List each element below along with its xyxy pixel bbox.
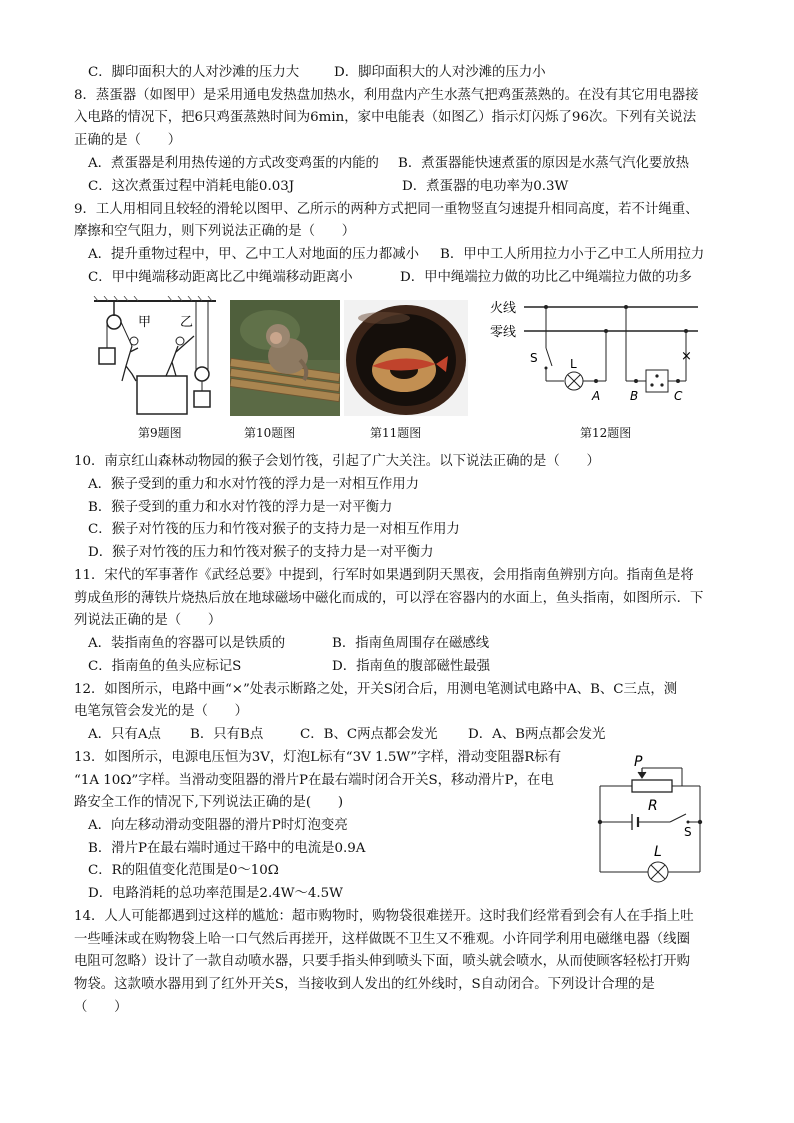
q12-option-a: A．只有A点 <box>88 727 161 742</box>
q10-stem: 10．南京红山森林动物园的猴子会划竹筏，引起了广大关注。以下说法正确的是（ ） <box>74 454 600 469</box>
q11-option-a: A．装指南鱼的容器可以是铁质的 <box>88 636 286 651</box>
q14-stem-line4: 物袋。这款喷水器用到了红外开关S，当接收到人发出的红外线时，S自动闭合。下列设计合理的是 <box>74 977 655 992</box>
q13-option-d: D．电路消耗的总功率范围是2.4W～4.5W <box>88 886 343 901</box>
q11-option-d: D．指南鱼的腹部磁性最强 <box>332 659 491 674</box>
fig12-point-c: C <box>674 389 683 403</box>
q8-option-a: A．煮蛋器是利用热传递的方式改变鸡蛋的内能的 <box>88 156 379 171</box>
q8-stem-line2: 入电路的情况下，把6只鸡蛋蒸熟时间为6min，家中电能表（如图乙）指示灯闪烁了96次。下列有关说法 <box>74 110 697 125</box>
q11-stem-line1: 11．宋代的军事著作《武经总要》中提到，行军时如果遇到阴天黑夜，会用指南鱼辨别方向。指南鱼是将 <box>74 568 694 583</box>
q9-option-a: A．提升重物过程中，甲、乙中工人对地面的压力都减小 <box>88 247 420 262</box>
q10-option-a: A．猴子受到的重力和水对竹筏的浮力是一对相互作用力 <box>88 477 420 492</box>
q13-stem-line3: 路安全工作的情况下,下列说法正确的是( ) <box>74 795 344 810</box>
q12-option-d: D．A、B两点都会发光 <box>468 727 606 742</box>
q8-stem-line1: 8．蒸蛋器（如图甲）是采用通电发热盘加热水，利用盘内产生水蒸气把鸡蛋蒸熟的。在没有其它用电器接 <box>74 88 699 103</box>
q7-option-c: C．脚印面积大的人对沙滩的压力大 <box>88 65 300 80</box>
fig9-caption: 第9题图 <box>138 426 182 440</box>
q13-option-b: B．滑片P在最右端时通过干路中的电流是0.9A <box>88 841 366 856</box>
compass-fish-photo <box>344 300 468 416</box>
q11-stem-line2: 剪成鱼形的薄铁片烧热后放在地球磁场中磁化而成的，可以浮在容器内的水面上，鱼头指南，如图所示．下 <box>74 591 704 606</box>
q13-stem-line2: “1A 10Ω”字样。当滑动变阻器的滑片P在最右端时闭合开关S，移动滑片P，在电 <box>74 773 554 788</box>
fig13-switch-label: S <box>684 825 692 839</box>
q8-option-d: D．煮蛋器的电功率为0.3W <box>402 179 569 194</box>
q9-stem-line2: 摩擦和空气阻力，则下列说法正确的是（ ） <box>74 224 356 239</box>
fig12-live-label: 火线 <box>490 301 517 316</box>
q9-option-c: C．甲中绳端移动距离比乙中绳端移动距离小 <box>88 270 353 285</box>
fig13-lamp-label: L <box>654 844 662 860</box>
q12-option-b: B．只有B点 <box>190 727 264 742</box>
q10-option-c: C．猴子对竹筏的压力和竹筏对猴子的支持力是一对相互作用力 <box>88 522 460 537</box>
q14-stem-line2: 一些唾沫或在购物袋上哈一口气然后再搓开，这样做既不卫生又不雅观。小许同学利用电磁继电器（线圈 <box>74 932 690 947</box>
q14-stem-line5: （ ） <box>74 1000 128 1015</box>
fig12-lamp-label: L <box>570 357 577 371</box>
q14-stem-line3: 电阻可忽略）设计了一款自动喷水器，只要手指头伸到喷头下面，喷头就会喷水，从而使顾客轻松打开购 <box>74 954 690 969</box>
fig10-caption: 第10题图 <box>244 426 296 440</box>
fig12-point-a: A <box>592 389 601 403</box>
q12-stem-line1: 12．如图所示，电路中画“×”处表示断路之处，开关S闭合后，用测电笔测试电路中A、B、C三点，测 <box>74 682 678 697</box>
q9-stem-line1: 9．工人用相同且较轻的滑轮以图甲、乙所示的两种方式把同一重物竖直匀速提升相同高度，若不计绳重、 <box>74 202 699 217</box>
q13-option-a: A．向左移动滑动变阻器的滑片P时灯泡变亮 <box>88 818 348 833</box>
rheostat-circuit-diagram <box>592 752 708 890</box>
fig13-resistor-label: R <box>648 798 658 814</box>
monkey-raft-photo <box>230 300 340 416</box>
q8-stem-line3: 正确的是（ ） <box>74 133 182 148</box>
fig12-neutral-label: 零线 <box>490 325 517 340</box>
fig12-switch-label: S <box>530 351 538 365</box>
q10-option-b: B．猴子受到的重力和水对竹筏的浮力是一对平衡力 <box>88 500 393 515</box>
fig13-slider-label: P <box>634 754 643 770</box>
fig12-break-mark: × <box>681 349 692 364</box>
q10-option-d: D．猴子对竹筏的压力和竹筏对猴子的支持力是一对平衡力 <box>88 545 434 560</box>
q11-option-c: C．指南鱼的鱼头应标记S <box>88 659 242 674</box>
fig9-label-yi: 乙 <box>180 315 194 330</box>
q9-option-d: D．甲中绳端拉力做的功比乙中绳端拉力做的功多 <box>400 270 692 285</box>
q9-option-b: B．甲中工人所用拉力小于乙中工人所用拉力 <box>440 247 705 262</box>
pulley-figure <box>92 296 218 416</box>
fig12-caption: 第12题图 <box>580 426 632 440</box>
q12-option-c: C．B、C两点都会发光 <box>300 727 438 742</box>
q13-stem-line1: 13．如图所示，电源电压恒为3V，灯泡L标有“3V 1.5W”字样，滑动变阻器R标有 <box>74 750 562 765</box>
q11-stem-line3: 列说法正确的是（ ） <box>74 613 222 628</box>
fig11-caption: 第11题图 <box>370 426 422 440</box>
q7-option-d: D．脚印面积大的人对沙滩的压力小 <box>334 65 546 80</box>
fig12-point-b: B <box>630 389 639 403</box>
q8-option-c: C．这次煮蛋过程中消耗电能0.03J <box>88 179 295 194</box>
q11-option-b: B．指南鱼周围存在磁感线 <box>332 636 490 651</box>
household-circuit-diagram <box>488 296 702 418</box>
q12-stem-line2: 电笔氖管会发光的是（ ） <box>74 704 249 719</box>
q8-option-b: B．煮蛋器能快速煮蛋的原因是水蒸气汽化要放热 <box>398 156 690 171</box>
fig9-label-jia: 甲 <box>138 315 152 330</box>
q14-stem-line1: 14．人人可能都遇到过这样的尴尬：超市购物时，购物袋很难搓开。这时我们经常看到会有人在手指上吐 <box>74 909 694 924</box>
q13-option-c: C．R的阻值变化范围是0～10Ω <box>88 863 279 878</box>
